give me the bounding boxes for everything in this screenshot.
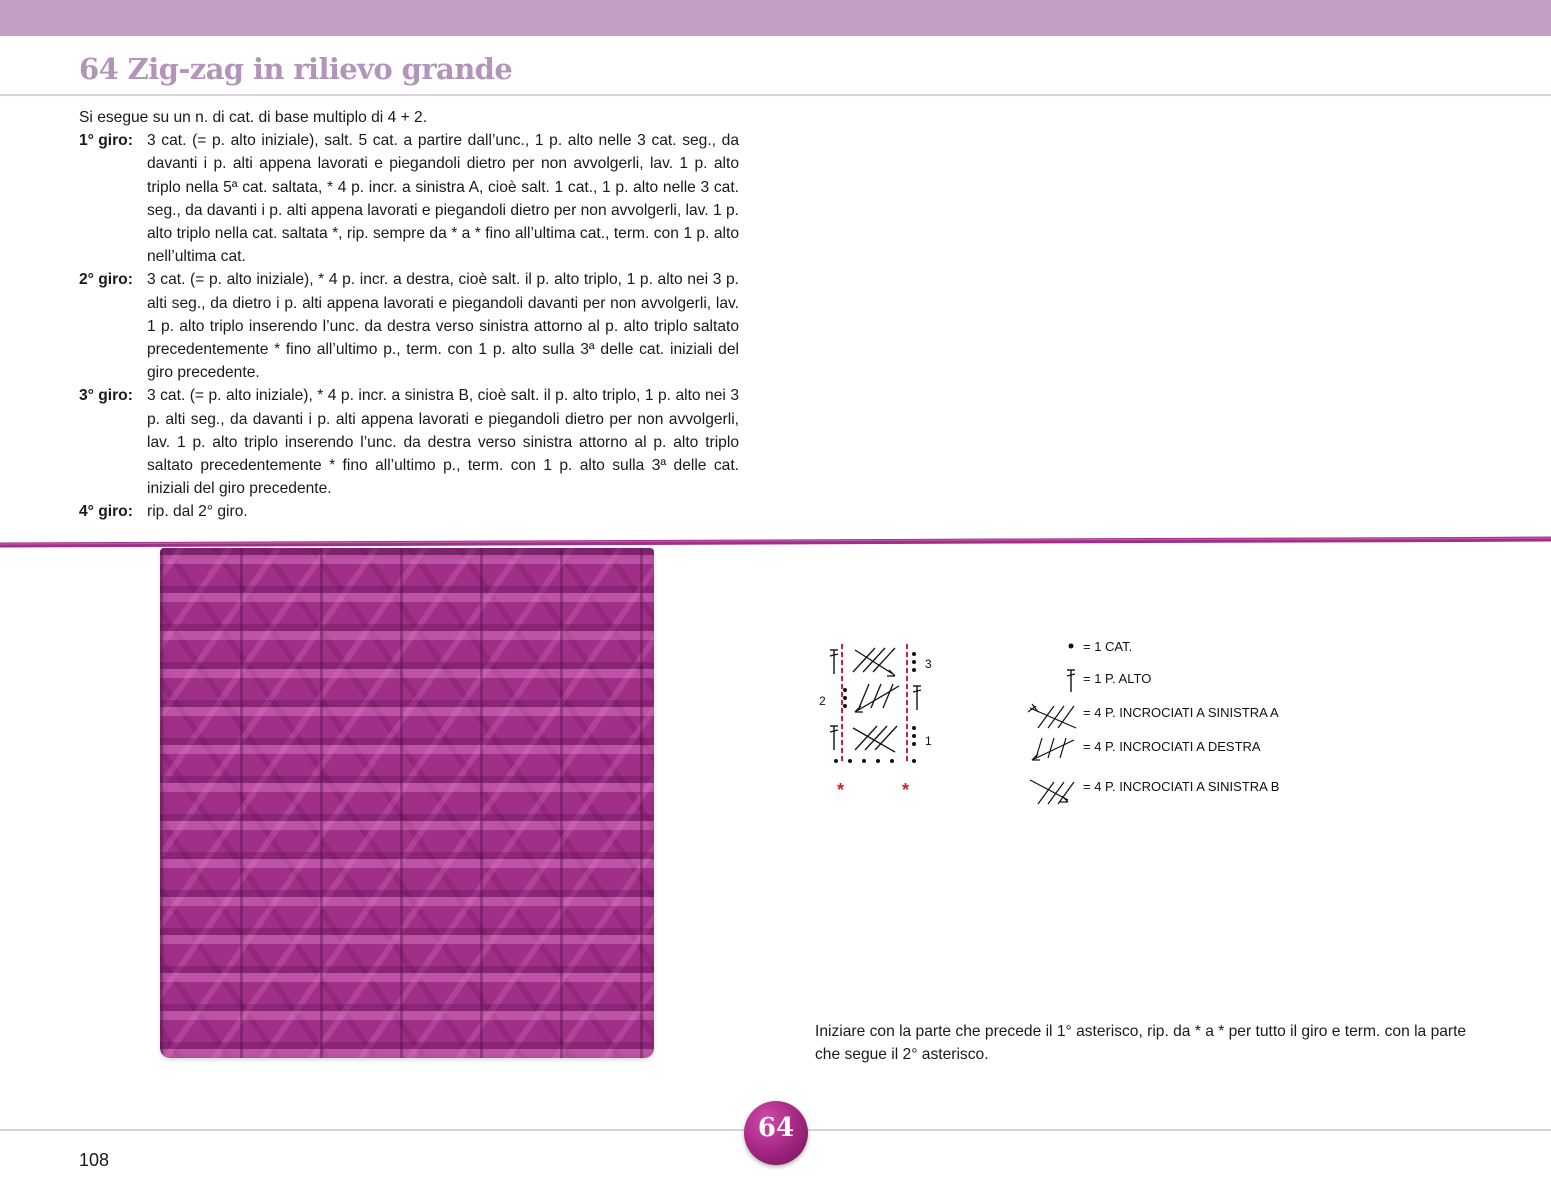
repeat-end-asterisk: *: [902, 780, 910, 800]
row-text-4: rip. dal 2° giro.: [147, 503, 248, 521]
instructions-intro: Si esegue su un n. di cat. di base multiplo di 4 + 2.: [79, 109, 428, 126]
stitch-diagram: [815, 640, 945, 800]
row-label-2: 2° giro:: [79, 271, 133, 289]
legend-label-double-crochet: = 1 P. ALTO: [1083, 671, 1152, 686]
row-label-4: 4° giro:: [79, 503, 133, 521]
instruction-row-1: [79, 129, 739, 268]
cross-stitch-row-1: [853, 726, 897, 752]
cross-right-icon: [1028, 736, 1080, 764]
crochet-swatch-photo: [160, 548, 654, 1058]
legend-label-cross-left-a: = 4 P. INCROCIATI A SINISTRA A: [1083, 705, 1279, 720]
row-text-3: 3 cat. (= p. alto iniziale), * 4 p. incr. a sinistra B, cioè salt. il p. alto triplo, 1 p. alto nei 3 p. alti seg., da davanti i p. alti appena lavorati e piegandoli dietro per non avvolgerli, lav. 1 p. alto triplo inserendo l’unc. da destra verso sinistra attorno al p. alto triplo saltato precedentemente * fino all’ultimo p., term. con 1 p. alto sulla 3ª delle cat. iniziali del giro precedente.: [147, 387, 739, 498]
legend-label-chain: = 1 CAT.: [1083, 639, 1133, 654]
row-number-1: 1: [925, 734, 932, 748]
cross-left-b-icon: [1028, 776, 1080, 806]
instruction-row-3: [79, 384, 739, 500]
page-number: 108: [79, 1150, 110, 1170]
cross-stitch-row-2: [855, 684, 899, 712]
instructions-block: [79, 106, 739, 524]
row-number-2: 2: [819, 694, 826, 708]
row-label-3: 3° giro:: [79, 387, 133, 405]
title-divider: [0, 94, 1551, 96]
legend-label-cross-right: = 4 P. INCROCIATI A DESTRA: [1083, 739, 1261, 754]
yarn-ball-badge-icon: [744, 1101, 808, 1165]
cross-stitch-row-3: [853, 648, 895, 676]
chain-dot-icon: [1028, 636, 1078, 656]
pattern-title: 64 Zig-zag in rilievo grande: [79, 52, 513, 86]
row-text-2: 3 cat. (= p. alto iniziale), * 4 p. incr. a destra, cioè salt. il p. alto triplo, 1 p. alto nei 3 p. alti seg., da dietro i p. alti appena lavorati e piegandoli davanti per non avvolgerli, lav. 1 p. alto triplo inserendo l’unc. da destra verso sinistra attorno al p. alto triplo saltato precedentemente * fino all’ultimo p., term. con 1 p. alto sulla 3ª delle cat. iniziali del giro precedente.: [147, 271, 739, 382]
row-text-1: 3 cat. (= p. alto iniziale), salt. 5 cat. a partire dall’unc., 1 p. alto nelle 3 cat. seg., da davanti i p. alti appena lavorati e piegandoli dietro per non avvolgerli, lav. 1 p. alto triplo nella 5ª cat. saltata, * 4 p. incr. a sinistra A, cioè salt. 1 cat., 1 p. alto nelle 3 cat. seg., da davanti i p. alti appena lavorati e piegandoli dietro per non avvolgerli, lav. 1 p. alto triplo nella cat. saltata *, rip. sempre da * a * fino all’ultima cat., term. con 1 p. alto nell’ultima cat.: [147, 132, 739, 266]
cross-left-a-icon: [1028, 702, 1080, 730]
double-crochet-icon: [1028, 668, 1078, 694]
repeat-start-asterisk: *: [837, 780, 845, 800]
row-number-3: 3: [925, 657, 932, 671]
legend-label-cross-left-b: = 4 P. INCROCIATI A SINISTRA B: [1083, 779, 1280, 794]
instruction-row-2: [79, 268, 739, 384]
badge-number: 64: [757, 1113, 795, 1143]
header-bar: [0, 0, 1551, 36]
chain-dots: [834, 652, 916, 763]
diagram-note: Iniziare con la parte che precede il 1° asterisco, rip. da * a * per tutto il giro e term. con la parte che segue il 2° asterisco.: [815, 1023, 1467, 1064]
instruction-row-4: [79, 500, 739, 523]
row-label-1: 1° giro:: [79, 132, 133, 150]
